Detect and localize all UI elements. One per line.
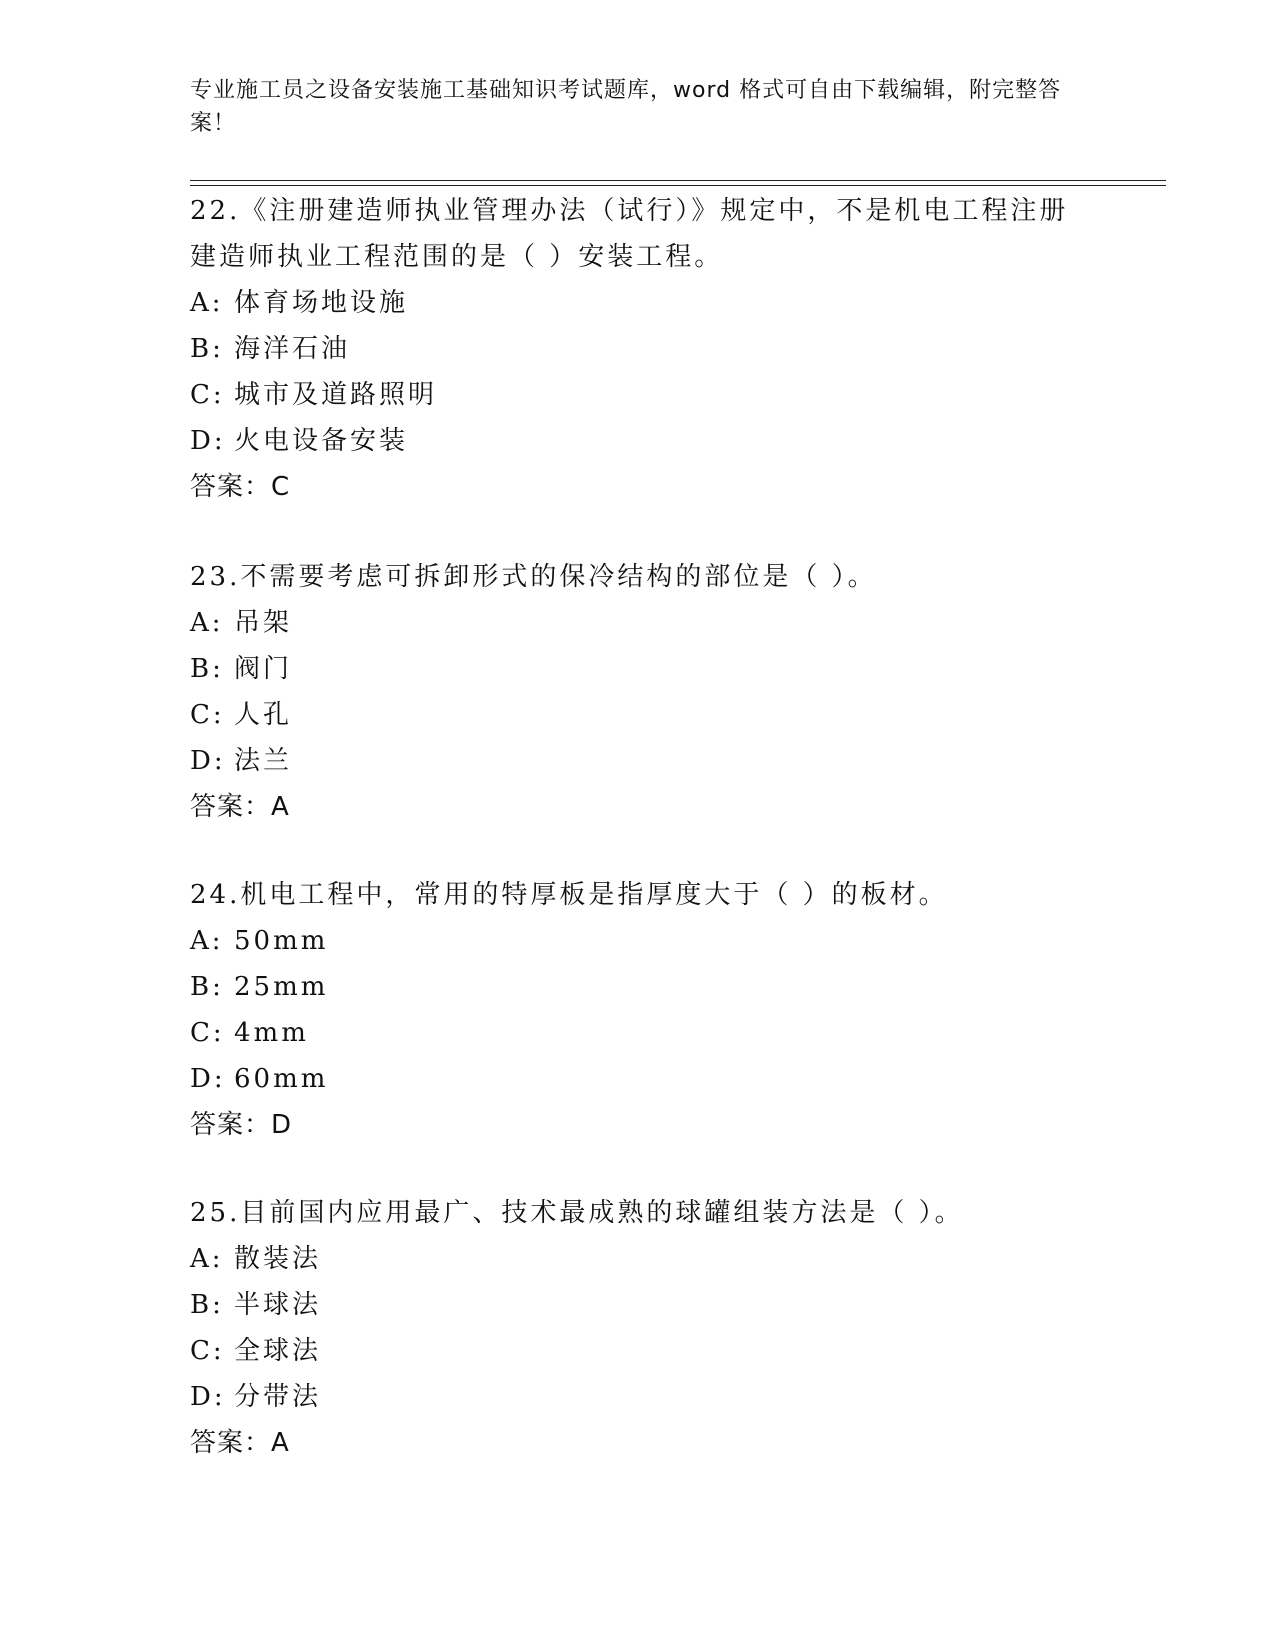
header-rule-top [190, 180, 1166, 181]
option-a: A: 50mm [190, 926, 329, 956]
option-d: D: 法兰 [190, 746, 293, 776]
question-25 [190, 1190, 1090, 1466]
answer-label: 答案：C [190, 472, 291, 502]
option-c: C: 人孔 [190, 700, 293, 730]
answer-label: 答案：D [190, 1110, 293, 1140]
option-b: B: 海洋石油 [190, 334, 351, 364]
option-a: A: 吊架 [190, 608, 293, 638]
question-24 [190, 872, 1090, 1148]
option-c: C: 4mm [190, 1018, 309, 1048]
question-stem: 23.不需要考虑可拆卸形式的保冷结构的部位是（ ）。 [190, 562, 877, 592]
option-c: C: 全球法 [190, 1336, 322, 1366]
option-a: A: 体育场地设施 [190, 288, 409, 318]
question-stem: 25.目前国内应用最广、技术最成熟的球罐组装方法是（ ）。 [190, 1198, 964, 1228]
header-rule-bottom [190, 185, 1166, 186]
option-c: C: 城市及道路照明 [190, 380, 438, 410]
option-b: B: 半球法 [190, 1290, 322, 1320]
option-d: D: 分带法 [190, 1382, 322, 1412]
answer-label: 答案：A [190, 792, 290, 822]
document-header: 专业施工员之设备安装施工基础知识考试题库，word 格式可自由下载编辑，附完整答案！ [190, 78, 1062, 136]
option-b: B: 25mm [190, 972, 329, 1002]
option-d: D: 火电设备安装 [190, 426, 409, 456]
option-d: D: 60mm [190, 1064, 329, 1094]
question-23 [190, 554, 1090, 830]
option-a: A: 散装法 [190, 1244, 322, 1274]
answer-label: 答案：A [190, 1428, 290, 1458]
question-stem: 22.《注册建造师执业管理办法（试行）》规定中，不是机电工程注册建造师执业工程范围的是（ ）安装工程。 [190, 196, 1069, 272]
option-b: B: 阀门 [190, 654, 293, 684]
question-22 [190, 188, 1090, 510]
question-stem: 24.机电工程中，常用的特厚板是指厚度大于（ ）的板材。 [190, 880, 948, 910]
